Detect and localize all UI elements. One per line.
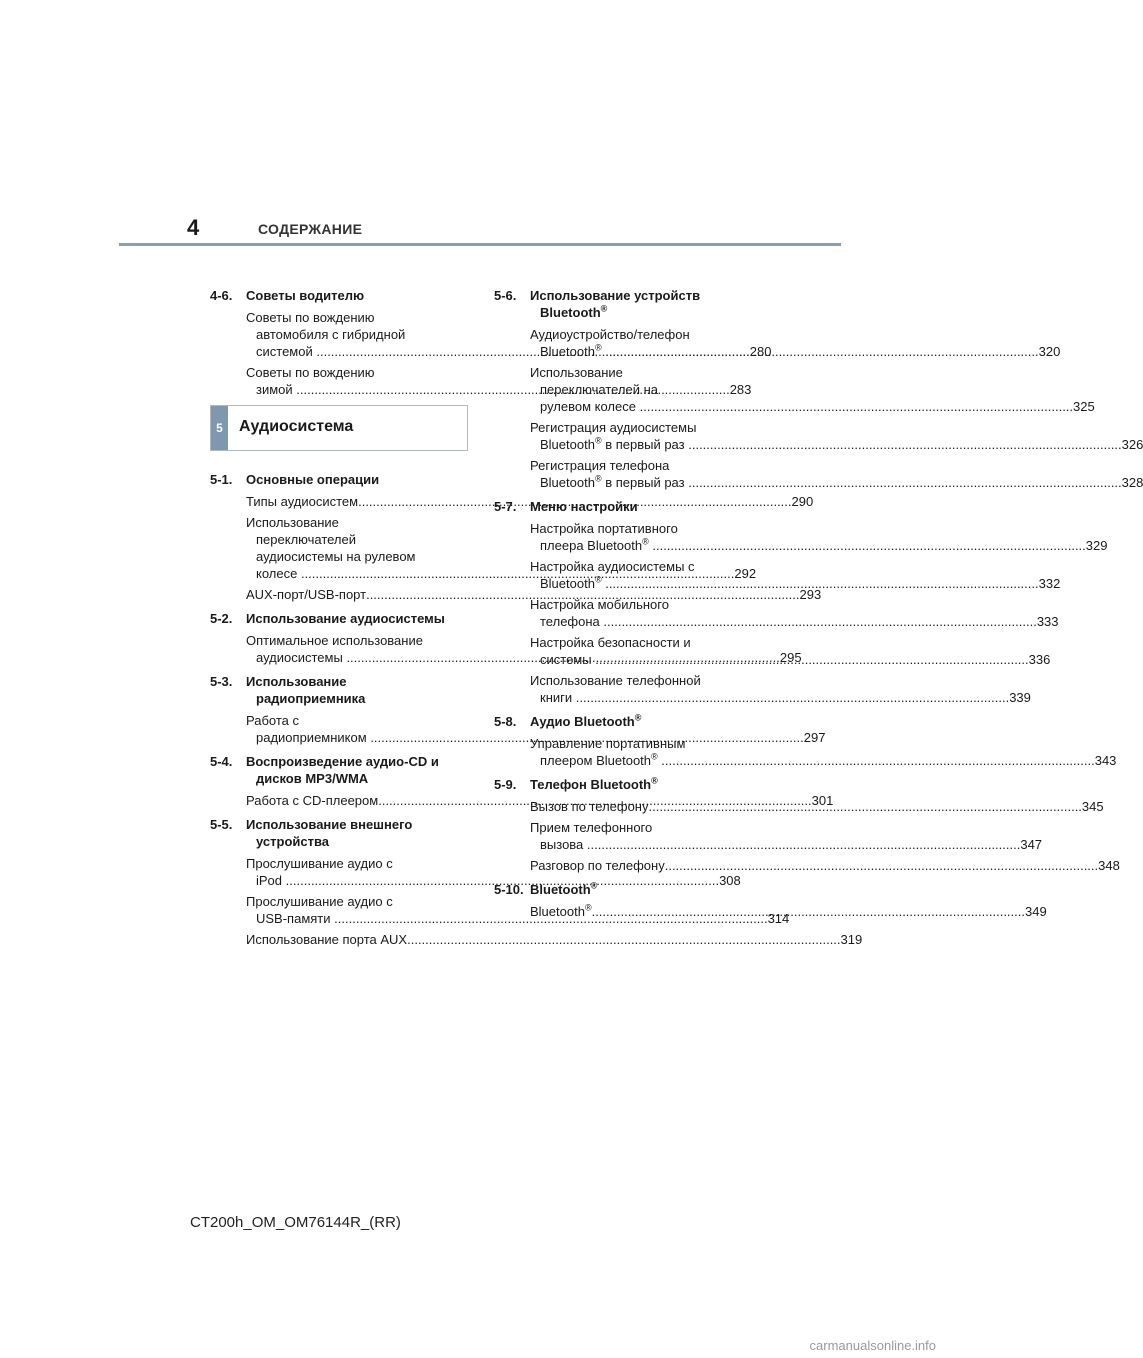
page-ref: 314 xyxy=(767,911,790,926)
toc-entry[interactable] xyxy=(494,672,1031,706)
entry-text: аудиосистемы xyxy=(256,650,343,665)
entry-text: зимой xyxy=(256,382,293,397)
section-number: 5-2. xyxy=(210,611,233,626)
entry-text: Использование порта AUX xyxy=(246,932,408,947)
chapter-number-tab: 5 xyxy=(211,406,228,450)
entry-text: плеера Bluetooth xyxy=(540,538,643,553)
toc-entry[interactable] xyxy=(494,419,1143,453)
section-heading[interactable] xyxy=(210,471,470,488)
chapter-title: Аудиосистема xyxy=(239,418,354,435)
page-ref: 295 xyxy=(779,650,802,665)
section-number: 4-6. xyxy=(210,288,233,303)
entry-text: книги xyxy=(540,690,573,705)
section-title: Использование xyxy=(246,674,347,689)
toc-entry[interactable] xyxy=(494,457,1143,491)
entry-text: Прослушивание аудио с xyxy=(246,856,393,871)
section-title: Советы водителю xyxy=(246,288,365,303)
page-ref: 339 xyxy=(1009,690,1031,705)
page-ref: 292 xyxy=(734,566,757,581)
section-heading[interactable] xyxy=(494,287,742,321)
entry-text: в первый раз xyxy=(601,437,685,452)
registered-mark: ® xyxy=(634,712,642,723)
entry-text: Bluetooth xyxy=(540,344,595,359)
section-heading[interactable] xyxy=(210,753,470,787)
entry-text: Работа с CD-плеером xyxy=(246,793,379,808)
section-title: Воспроизведение аудио-CD и xyxy=(246,754,439,769)
page-ref: 348 xyxy=(1098,858,1120,873)
section-number: 5-1. xyxy=(210,472,233,487)
entry-text: Разговор по телефону xyxy=(530,858,665,873)
page-ref: 328 xyxy=(1121,475,1143,490)
registered-mark: ® xyxy=(594,473,602,484)
registered-mark: ® xyxy=(594,435,602,446)
page-ref: 297 xyxy=(803,730,826,745)
entry-text: в первый раз xyxy=(601,475,685,490)
entry-text: телефона xyxy=(540,614,600,629)
entry-text: Bluetooth xyxy=(540,576,595,591)
registered-mark: ® xyxy=(651,775,658,786)
entry-text: автомобиля с гибридной xyxy=(256,327,406,342)
entry-text: Bluetooth xyxy=(530,904,585,919)
entry-text: Использование xyxy=(246,515,339,530)
page-ref: 293 xyxy=(799,587,822,602)
page-ref: 319 xyxy=(840,932,863,947)
header-divider xyxy=(119,243,841,246)
page-ref: 283 xyxy=(729,382,752,397)
section-heading[interactable] xyxy=(210,287,470,304)
toc-entry[interactable] xyxy=(210,931,863,948)
registered-mark: ® xyxy=(642,536,649,547)
entry-text: переключателей на xyxy=(540,382,659,397)
section-heading[interactable] xyxy=(494,713,742,730)
registered-mark: ® xyxy=(590,880,598,891)
entry-text: Прослушивание аудио с xyxy=(246,894,393,909)
entry-text: аудиосистемы на рулевом xyxy=(256,549,416,564)
entry-text: Советы по вождению xyxy=(246,365,375,380)
page-number: 4 xyxy=(187,215,200,240)
section-title: Использование аудиосистемы xyxy=(246,611,445,626)
registered-mark: ® xyxy=(594,342,602,353)
section-number: 5-9. xyxy=(494,777,517,792)
section-title: Bluetooth xyxy=(530,882,591,897)
section-title: Телефон Bluetooth xyxy=(530,777,652,792)
section-heading[interactable] xyxy=(210,816,470,850)
page-ref: 347 xyxy=(1020,837,1043,852)
entry-text: Настройка безопасности и xyxy=(530,635,691,650)
section-title: Аудио Bluetooth xyxy=(530,714,635,729)
chapter-box[interactable] xyxy=(210,405,468,451)
page-ref: 329 xyxy=(1085,538,1108,553)
section-number: 5-7. xyxy=(494,499,517,514)
toc-entry[interactable] xyxy=(210,586,822,603)
page-ref: 336 xyxy=(1028,652,1051,667)
entry-text: Bluetooth xyxy=(540,475,595,490)
page-ref: 345 xyxy=(1081,799,1104,814)
entry-text: AUX-порт/USB-порт xyxy=(246,587,367,602)
entry-text: Работа с xyxy=(246,713,300,728)
section-title: Использование внешнего xyxy=(246,817,413,832)
entry-text: Регистрация телефона xyxy=(530,458,670,473)
watermark: carmanualsonline.info xyxy=(809,1338,936,1353)
entry-text: Вызов по телефону xyxy=(530,799,649,814)
entry-text: системой xyxy=(256,344,313,359)
entry-text: Типы аудиосистем xyxy=(246,494,359,509)
section-heading[interactable] xyxy=(494,776,742,793)
page-ref: 301 xyxy=(811,793,834,808)
page-ref: 333 xyxy=(1036,614,1059,629)
entry-text: Советы по вождению xyxy=(246,310,375,325)
entry-text: Использование телефонной xyxy=(530,673,701,688)
section-title-cont: устройства xyxy=(256,834,330,849)
entry-text: системы xyxy=(540,652,592,667)
section-title-cont: радиоприемника xyxy=(256,691,366,706)
page-ref: 320 xyxy=(1038,344,1061,359)
entry-text: рулевом колесе xyxy=(540,399,636,414)
section-heading[interactable] xyxy=(210,610,470,627)
section-number: 5-8. xyxy=(494,714,517,729)
section-number: 5-6. xyxy=(494,288,517,303)
page-ref: 343 xyxy=(1094,753,1117,768)
entry-text: Bluetooth xyxy=(540,437,595,452)
page-ref: 349 xyxy=(1025,904,1047,919)
section-number: 5-10. xyxy=(494,882,524,897)
section-heading[interactable] xyxy=(210,673,470,707)
registered-mark: ® xyxy=(594,574,602,585)
entry-text: Аудиоустройство/телефон xyxy=(530,327,690,342)
page-ref: 332 xyxy=(1038,576,1061,591)
registered-mark: ® xyxy=(584,902,592,913)
entry-text: вызова xyxy=(540,837,584,852)
page-title: СОДЕРЖАНИЕ xyxy=(258,221,363,237)
section-title-cont: Bluetooth xyxy=(540,305,601,320)
registered-mark: ® xyxy=(651,751,658,762)
toc-entry[interactable] xyxy=(494,857,1120,874)
section-title: Использование устройств xyxy=(530,288,701,303)
entry-text: Использование xyxy=(530,365,623,380)
document-code: CT200h_OM_OM76144R_(RR) xyxy=(190,1214,401,1231)
page-ref: 280 xyxy=(749,344,772,359)
section-title: Меню настройки xyxy=(530,499,638,514)
registered-mark: ® xyxy=(600,303,608,314)
entry-text: iPod xyxy=(256,873,283,888)
entry-text: Настройка мобильного xyxy=(530,597,669,612)
section-heading[interactable] xyxy=(494,498,742,515)
page-ref: 308 xyxy=(719,873,741,888)
entry-text: колесе xyxy=(256,566,298,581)
entry-text: переключателей xyxy=(256,532,357,547)
entry-text: Прием телефонного xyxy=(530,820,653,835)
entry-text: радиоприемником xyxy=(256,730,367,745)
entry-text: Настройка аудиосистемы с xyxy=(530,559,695,574)
entry-text: Настройка портативного xyxy=(530,521,678,536)
section-title: Основные операции xyxy=(246,472,380,487)
section-heading[interactable] xyxy=(494,881,742,898)
toc-entry[interactable] xyxy=(494,819,1043,853)
entry-text: плеером Bluetooth xyxy=(540,753,652,768)
section-number: 5-4. xyxy=(210,754,233,769)
toc-entry[interactable] xyxy=(494,596,1059,630)
entry-text: Оптимальное использование xyxy=(246,633,423,648)
entry-text: USB-памяти xyxy=(256,911,331,926)
page-ref: 290 xyxy=(791,494,814,509)
entry-text: Управление портативным xyxy=(530,736,686,751)
page-ref: 326 xyxy=(1121,437,1143,452)
section-title-cont: дисков MP3/WMA xyxy=(256,771,369,786)
section-number: 5-5. xyxy=(210,817,233,832)
toc-entry[interactable] xyxy=(494,364,1095,415)
page-ref: 325 xyxy=(1073,399,1095,414)
entry-text: Регистрация аудиосистемы xyxy=(530,420,697,435)
section-number: 5-3. xyxy=(210,674,233,689)
toc-entry[interactable] xyxy=(494,520,1108,554)
